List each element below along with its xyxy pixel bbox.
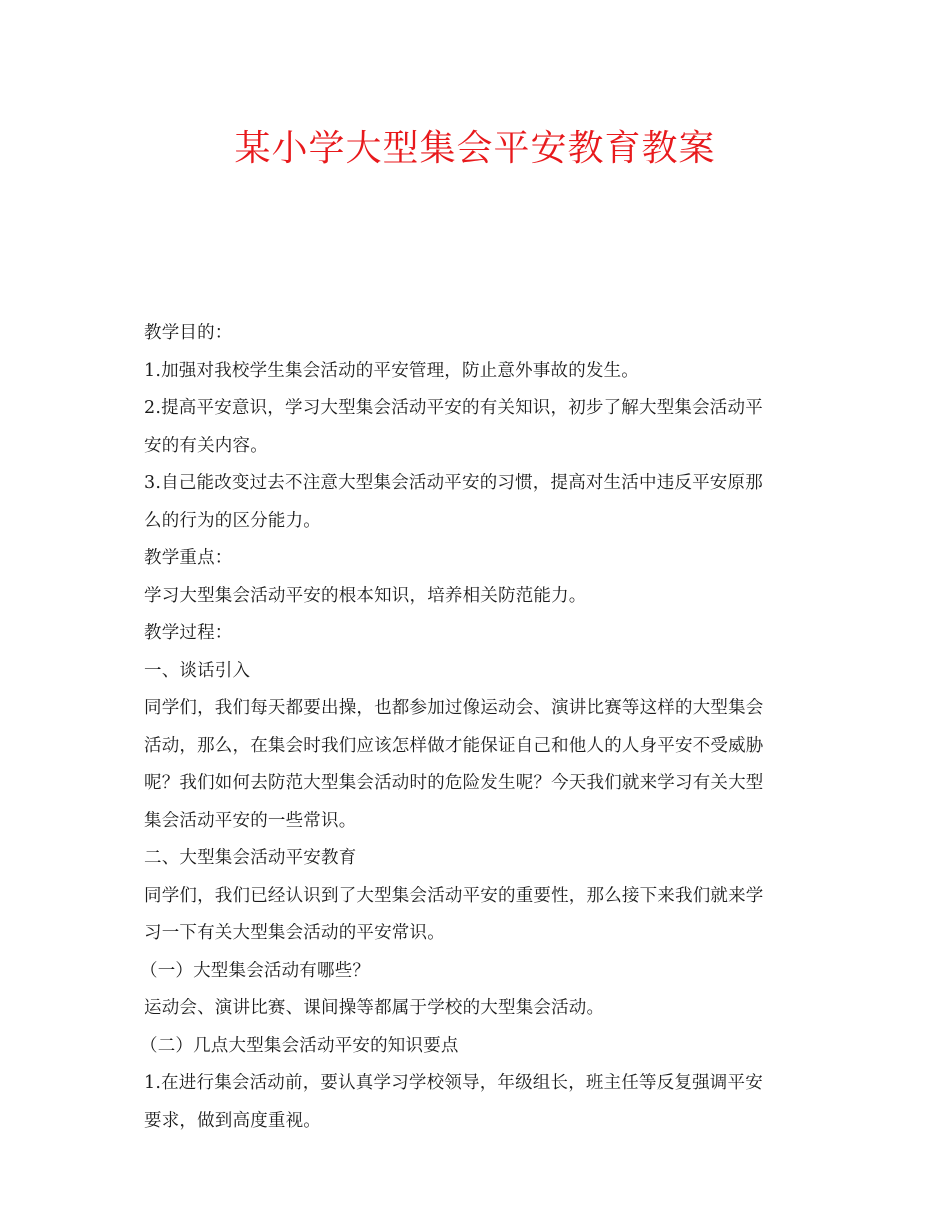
objective-item: 2.提高平安意识，学习大型集会活动平安的有关知识，初步了解大型集会活动平 bbox=[144, 398, 763, 418]
section-heading-key-points: 教学重点： bbox=[144, 548, 233, 568]
document-body bbox=[140, 315, 804, 1140]
objective-item: 3.自己能改变过去不注意大型集会活动平安的习惯，提高对生活中违反平安原那 bbox=[144, 473, 763, 493]
document-title: 某小学大型集会平安教育教案 bbox=[234, 128, 716, 169]
paragraph-line: 活动，那么，在集会时我们应该怎样做才能保证自己和他人的人身平安不受威胁 bbox=[144, 735, 764, 756]
paragraph-line: 习一下有关大型集会活动的平安常识。 bbox=[144, 923, 445, 943]
sub-item-heading: （二）几点大型集会活动平安的知识要点 bbox=[140, 1035, 459, 1056]
sub-item-heading: （一）大型集会活动有哪些？ bbox=[140, 960, 371, 981]
objective-item-continued: 么的行为的区分能力。 bbox=[144, 510, 321, 531]
paragraph-line: 同学们，我们已经认识到了大型集会活动平安的重要性，那么接下来我们就来学 bbox=[144, 885, 764, 906]
paragraph-line: 呢？我们如何去防范大型集会活动时的危险发生呢？今天我们就来学习有关大型 bbox=[144, 773, 764, 793]
key-point-text: 学习大型集会活动平安的根本知识，培养相关防范能力。 bbox=[144, 585, 587, 606]
list-item: 1.在进行集会活动前，要认真学习学校领导，年级组长，班主任等反复强调平安 bbox=[144, 1073, 763, 1093]
subsection-heading-education: 二、大型集会活动平安教育 bbox=[144, 848, 357, 868]
list-item-continued: 要求，做到高度重视。 bbox=[144, 1110, 321, 1131]
section-heading-process: 教学过程： bbox=[144, 623, 233, 643]
paragraph-line: 同学们，我们每天都要出操，也都参加过像运动会、演讲比赛等这样的大型集会 bbox=[144, 698, 764, 718]
subsection-heading-intro: 一、谈话引入 bbox=[144, 660, 251, 681]
section-heading-objectives: 教学目的： bbox=[144, 323, 233, 343]
paragraph-line: 集会活动平安的一些常识。 bbox=[144, 810, 357, 831]
objective-item: 1.加强对我校学生集会活动的平安管理，防止意外事故的发生。 bbox=[144, 360, 639, 381]
objective-item-continued: 安的有关内容。 bbox=[144, 435, 268, 456]
paragraph-line: 运动会、演讲比赛、课间操等都属于学校的大型集会活动。 bbox=[144, 998, 605, 1018]
